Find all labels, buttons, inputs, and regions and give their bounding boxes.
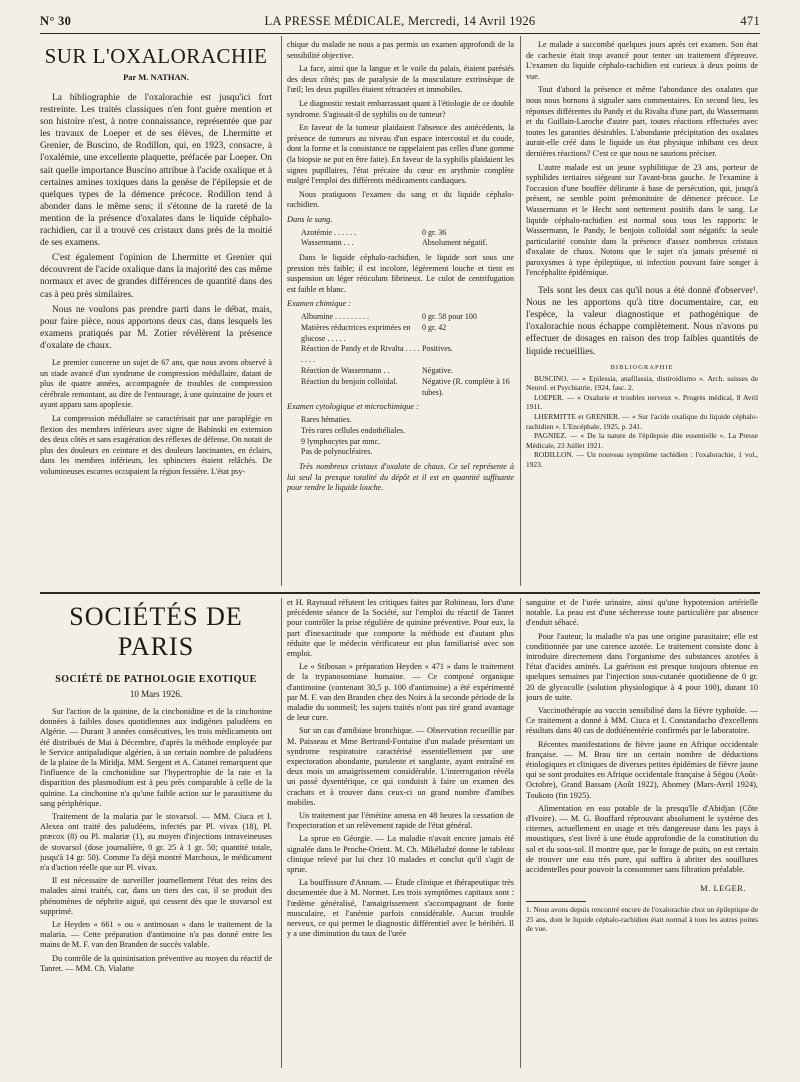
running-header — [40, 14, 760, 30]
bibliography-item: RODILLON. — Un nouveau symptôme rachidien : l'oxalorachie, 1 vol., 1923. — [526, 450, 758, 469]
paragraph: La face, ainsi que la langue et le voile du palais, étaient parésiés des deux côtés; pas de paralysie de la musculature extrinsèque de l'œil; les deux pupilles étaient rétractées et immobiles. — [287, 64, 514, 95]
column-divider — [281, 36, 282, 586]
paragraph: La bouffissure d'Annam. — Étude clinique et thérapeutique très documentée due à M. Normet. Les trois symptômes capitaux sont : l'œdème généralisé, l'amaigrissement s'accompagnant de fonte musculaire, et l'anémie parfois considérable. Aucun trouble nerveux, ce qui permet le diagnostic différentiel avec le béribéri. Il y a une diminution du taux de l'urée — [287, 878, 514, 939]
page-number: 471 — [740, 14, 760, 28]
bibliography-item: LHERMITTE et GRENIER. — « Sur l'acide oxalique du liquide céphalo-rachidien ». L'Encéphale, 1925, p. 241. — [526, 412, 758, 431]
article-column-3 — [526, 40, 758, 588]
column-divider — [281, 598, 282, 1068]
paragraph: Pour l'auteur, la maladie n'a pas une origine parasitaire; elle est conditionnée par une carence azotée. Le traitement consiste donc à introduire directement dans l'organisme des substances azotées à l'état d'acides aminés. La guérison est presque toujours obtenue en quelques semaines par l'injection sous-cutanée quotidienne de 0 gr. 20 de glycocolle (solution physiologique à 4 pour 100), durant 10 jours de suite. — [526, 631, 758, 702]
societes-column-3 — [526, 598, 758, 1072]
paragraph: Sur un cas d'amibiase bronchique. — Observation recueillie par M. Paisseau et Mme Bertrand-Fontaine d'un malade présentant un syndrome respiratoire caractérisé essentiellement par une expectoration abondante, purulente et sanglante, ayant entraîné en deux mois un amaigrissement considérable. L'interrogation révéla un passé dysentérique, ce qui conduisit à faire un examen des crachats et à trouver dans ceux-ci un grand nombre d'amibes mobiles. — [287, 726, 514, 807]
article-title: SUR L'OXALORACHIE — [44, 44, 268, 68]
result-row: Matières réductrices exprimées en glucose . . . . . 0 gr. 42 — [301, 322, 447, 343]
issue-number: N° 30 — [40, 14, 72, 28]
journal-title: LA PRESSE MÉDICALE, Mercredi, 14 Avril 1926 — [264, 14, 536, 28]
section-label: Dans le sang. — [287, 214, 333, 224]
paragraph: Récentes manifestations de fièvre jaune en Afrique occidentale française. — M. Brau tire un certain nombre de déductions étiologiques et cliniques de diverses petites épidémies de fièvre jaune qui se sont produites en Afrique occidentale française à Ségou (Août-Octobre), Grand Bassam (Août 1922), Abomey (Mars-Avril 1924), Toukoto (fin 1925). — [526, 739, 758, 800]
paragraph: L'autre malade est un jeune syphilitique de 23 ans, porteur de syphilides tertiaires siégeant sur l'avant-bras gauche. Je l'examine à l'occasion d'une bouffée délirante à base de persécution, qui, jusqu'à présent, ne semble point prémonitoire de démence précoce. Le Wassermann et le Hecht sont nettement positifs dans le sang. Le liquide céphalo-rachidien est normal sous tous les rapports: le Wassermann, le Pandy, le benjoin colloïdal sont négatifs: la seule particularité consiste dans la présence d'assez nombreux cristaux d'oxalate de chaux. Notons que le sujet n'a jamais présenté ni paroxysmes à type épileptique, ni infection pouvant faire songer à l'encéphalite épidémique. — [526, 162, 758, 278]
paragraph: C'est également l'opinion de Lhermitte et Grenier qui découvrent de l'acide oxalique dans la majorité des cas même normaux et avec de grandes différences de quantité dans des cas à peu près similaires. — [40, 253, 272, 300]
footnote-rule — [526, 901, 586, 902]
session-date: 10 Mars 1926. — [129, 689, 183, 699]
societes-column-2 — [287, 598, 514, 1072]
signature: M. LEGER. — [700, 883, 746, 894]
result-row: Réaction de Wassermann . . Négative. — [301, 366, 453, 376]
footnote: 1. Nous avons depuis rencontré encore de l'oxalorachie chez un épileptique de 25 ans, dont le liquide céphalo-rachidien était normal à tous les autres points de vue. — [526, 905, 758, 934]
paragraph: Un traitement par l'émétine amena en 48 heures la cessation de l'expectoration et un relèvement rapide de l'état général. — [287, 811, 514, 831]
paragraph: et H. Raynaud réfutent les critiques faites par Robineau, lors d'une précédente séance de la Société, sur l'emploi du réactif de Tanret pour contrôler la prise régulière de quinine préventive. Pour eux, la part d'inexactitude que comporte la méthode est d'autant plus réduite que le médecin vérificateur est plus familiarisé avec son emploi. — [287, 598, 514, 659]
paragraph: Le diagnostic restait embarrassant quant à l'étiologie de ce double syndrome. S'agissait-il de syphilis ou de tumeur? — [287, 98, 514, 119]
paragraph: Le Heyden « 661 » ou « antimosan » dans le traitement de la malaria. — Cette préparation d'antimoine n'a pas donné entre les mains de M. F. van den Branden de succès valable. — [40, 920, 272, 950]
paragraph: Tout d'abord la présence et même l'abondance des oxalates que nous nous bornons à signaler sans commentaires. En second lieu, les réponses différentes du Pandy et du Rivalta d'une part, du Wassermann et du Guillain-Laroche d'autre part, toutes réactions effectuées avec toutes les garanties désirables. L'abondante précipitation des oxalates aurait-elle créé dans le liquide un état physique inhibant ces deux dernières réactions? C'est ce que nous ne saurions préciser. — [526, 85, 758, 158]
paragraph: Très nombreux cristaux d'oxalate de chaux. Ce sel représente à lui seul la presque totalité du dépôt et il est en quantité suffisante pour rendre le liquide louche. — [287, 462, 514, 493]
result-row: Réaction du benjoin colloïdal. Négative (R. complète à 16 tubes). — [301, 376, 510, 397]
paragraph: En faveur de la tumeur plaidaient l'absence des antécédents, la présence de tumeurs au niveau d'un espace intercostal et du coude, dont la forme et la consistance ne rappelaient pas celles d'une gomme (la biopsie ne put en être faite). En faveur de la syphilis plaidaient les signes pupillaires, l'état précaire du cœur en arythmie complète malgré l'emploi des différents médicaments cardiaques. — [287, 123, 514, 186]
paragraph: Il est nécessaire de surveiller journellement l'état des reins des malades ainsi traités, car, dans un tiers des cas, il se produit des phénomènes de néphrite aiguë, qui cessent dès que le stovarsol est supprimé. — [40, 876, 272, 916]
society-name: SOCIÉTÉ DE PATHOLOGIE EXOTIQUE — [55, 674, 257, 685]
paragraph: Alimentation en eau potable de la presqu'île d'Abidjan (Côte d'Ivoire). — M. G. Bouffard réprouvant absolument le système des citernes, actuellement en usage et très dangereuse dans les pays à moustiques, s'est livré à une étude approfondie de la constitution du sol et du sous-sol. Il montre que, par le forage de puits, on est certain de trouver une eau très pure, qui suffira à abriter des souillures accidentelles pour pouvoir la consommer sans filtration préalable. — [526, 803, 758, 875]
list-item: Pas de polynucléaires. — [301, 447, 373, 457]
paragraph: Nous pratiquons l'examen du sang et du liquide céphalo-rachidien. — [287, 189, 514, 210]
list-item: 9 lymphocytes par mmc. — [301, 436, 381, 446]
paragraph: La sprue en Géorgie. — La maladie n'avait encore jamais été signalée dans le Proche-Orient. M. Ch. Mikéladzé donne le tableau clinique relevé par lui chez 10 malades et conclut qu'il s'agit de sprue. — [287, 834, 514, 875]
paragraph: Sur l'action de la quinine, de la cinchonidine et de la cinchonine données à faibles doses quotidiennes aux indigènes paludéens en Algérie. — Durant 3 années consécutives, les trois médicaments ont été distribués de Mai à Décembre, d'après la méthode employée par le Service antipaludique algérien, à un certain nombre de paludéens de la plaine de la Mitidja. MM. Sergent et A. Catanei remarquent que l'influence de la cinchonidine sur l'hypertrophie de la rate et la disparition des plasmodium est à peu près comparable à celle de la quinine. La cinchonine n'a qu'une faible action sur le parasitisme du sang périphérique. — [40, 707, 272, 808]
list-item: Très rares cellules endothéliales. — [301, 425, 406, 435]
section-rule — [40, 592, 760, 594]
paragraph: La compression médullaire se caractérisait par une paraplégie en flexion des membres inférieurs avec signe de Babinski en extension des deux côtés et sans exagération des réflexes de défense. On notait de plus des douleurs en ceinture et des douleurs lancinantes, en éclairs, dans les membres inférieurs, les sphincters étaient relâchés. De volumineuses escarres occupaient la région fessière. L'état psy- — [40, 413, 272, 476]
bibliography-item: BUSCINO. — « Epilessia, anafilassia, distiroidismo ». Arch. suisses de Neurol. et Psychiatrie, 1924, fasc. 2. — [526, 373, 758, 393]
paragraph: Du contrôle de la quininisation préventive au moyen du réactif de Tanret. — MM. Ch. Vialatte — [40, 953, 272, 973]
column-divider — [520, 36, 521, 586]
article-author: Par M. NATHAN. — [123, 72, 189, 82]
result-row: Réaction de Pandy et de Rivalta . . . . . . . . Positives. — [301, 344, 453, 365]
paragraph: Vaccinothérapie au vaccin sensibilisé dans la fièvre typhoïde. — Ce traitement a donné à MM. Ciuca et I. Constandacho d'excellents résultats dans 40 cas de dothiénentérie confirmés par le laboratoire. — [526, 706, 758, 736]
article-column-1 — [40, 40, 272, 588]
paragraph: Nous ne voulons pas prendre parti dans le débat, mais, pour faire pièce, nous apportons deux cas, dans lesquels les examens pratiqués par M. Zotier révélèrent la présence d'oxalate de chaux. — [40, 304, 272, 351]
bibliography-item: LOEPER. — « Oxalurie et troubles nerveux ». Progrès médical, 8 Avril 1911. — [526, 392, 758, 412]
column-divider — [520, 598, 521, 1068]
paragraph: Le « Stibosan » préparation Heyden « 471 » dans le traitement de la trypanosomiase humaine. — Ce composé organique d'antimoine (contenant 30,5 p. 100 d'antimoine) a été expérimenté par M. F. van den Branden chez des Noirs à la seconde période de la maladie du sommeil; les sujets traités n'ont pas tiré grand avantage de leur cure. — [287, 662, 514, 723]
article-column-2 — [287, 40, 514, 588]
result-row: Albumine . . . . . . . . . 0 gr. 58 pour 100 — [301, 312, 477, 322]
section-label: Examen chimique : — [287, 299, 352, 309]
result-row: Azotémie . . . . . . 0 gr. 36 — [301, 227, 447, 237]
societes-column-1 — [40, 596, 272, 1072]
paragraph: Dans le liquide céphalo-rachidien, le liquide sort sous une pression très faible; il est incolore, légèrement louche et tient en suspension un léger réticulum fibrineux. Le culot de centrifugation est faible et blanc. — [287, 253, 514, 294]
bibliography-item: PAGNIEZ. — « De la nature de l'épilepsie dite essentielle ». La Presse Médicale, 23 Juillet 1921. — [526, 431, 758, 450]
paragraph: La bibliographie de l'oxalorachie est jusqu'ici fort restreinte. Les traités classiques n'en font guère mention et son histoire n'est, à notre connaissance, représentée que par les travaux de Loeper et de ses élèves, de Lhermitte et Grenier, de Buscino, de Rodillon, qui, en 1923, consacre, à l'oxalémie, une excellente plaquette, préfacée par Loeper. On sait quelle importance Buscino attribue à l'acide oxalique et à certaines amines toxiques dans la genèse de l'épilepsie et de quelques types de la démence précoce. Rodillon tend à abonder dans le même sens; il s'étonne de la rareté de la mention de la présence d'oxalates dans le liquide céphalo-rachidien, car il a trouvé ces cristaux dans près de la moitié de ses examens. — [40, 93, 272, 249]
paragraph: Tels sont les deux cas qu'il nous a été donné d'observer¹. Nous ne les apportons qu'à titre documentaire, car, en l'espèce, la valeur diagnostique et pathogénique de l'oxalorachie nous échappe complètement. Nous n'avons pu effectuer de dosages en raison des trop faibles quantités de liquide recueillies. — [526, 286, 758, 357]
header-rule — [40, 33, 760, 34]
section-title: SOCIÉTÉS DE PARIS — [69, 602, 243, 661]
bibliography — [526, 374, 758, 470]
paragraph: sanguine et de l'urée urinaire, ainsi qu'une hypotension artérielle notable. La peau est d'une sécheresse toute particulière par absence d'enduit sébacé. — [526, 598, 758, 628]
paragraph: Le malade a succombé quelques jours après cet examen. Son état de cachexie était trop avancé pour tenter un traitement d'épreuve. L'examen du liquide céphalo-rachidien est curieux à deux points de vue. — [526, 40, 758, 81]
list-item: Rares hématies. — [301, 415, 352, 425]
bibliography-title: BIBLIOGRAPHIE — [610, 363, 674, 371]
paragraph: chique du malade ne nous a pas permis un examen approfondi de la sensibilité objective. — [287, 40, 514, 60]
paragraph: Traitement de la malaria par le stovarsol. — MM. Ciuca et I. Alexea ont traité des paludéens, infectés par Pl. vivax (18), Pl. præcox (8) ou Pl. malariæ (1), au moyen d'injections intraveineuses de stovarsol (dose journalière, 0 gr. 25 à 1 gr. 50; quantité totale, jusqu'à 14 gr. 50). Comme l'a déjà montré Marchoux, le médicament n'a d'action réelle que sur Pl. vivax. — [40, 812, 272, 873]
paragraph: Le premier concerne un sujet de 67 ans, que nous avons observé à un stade avancé d'un syndrome de compression médullaire, datant de plus de quatre années, accompagnée de troubles de compression cérébrale remontant, au dire de l'entourage, à une quinzaine de jours et ayant apparu sans apoplexie. — [40, 357, 272, 410]
section-label: Examen cytologique et microchimique : — [287, 402, 419, 412]
result-row: Wassermann . . . Absolument négatif. — [301, 238, 488, 248]
